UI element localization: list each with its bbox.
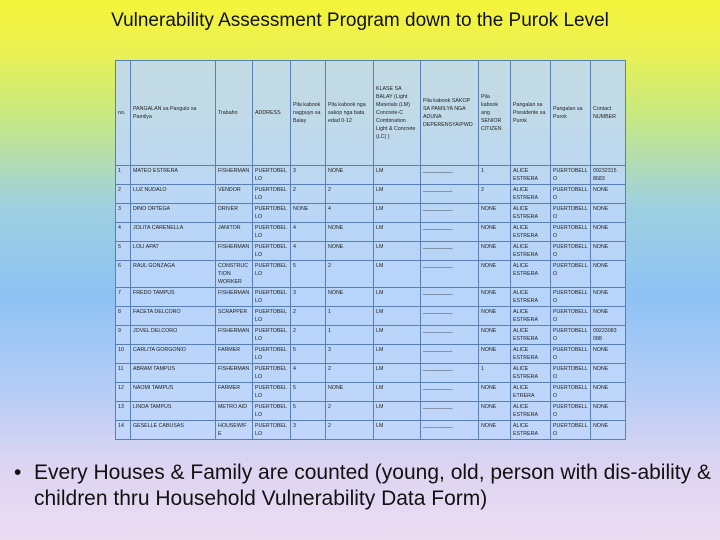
table-row: [116, 364, 626, 383]
table-cell: __________: [421, 288, 479, 307]
table-cell: 2: [291, 326, 326, 345]
table-row: [116, 242, 626, 261]
table-cell: LM: [374, 242, 421, 261]
table-cell: PUERTOBELLO: [551, 421, 591, 440]
table-cell: PUERTOBELLO: [253, 383, 291, 402]
table-cell: PUERTOBELLO: [551, 185, 591, 204]
table-cell: ALICE ESTRERA: [511, 223, 551, 242]
table-cell: DINO ORTEGA: [131, 204, 216, 223]
table-cell: __________: [421, 223, 479, 242]
table-cell: 3: [291, 421, 326, 440]
table-row: [116, 345, 626, 364]
bullet-icon: •: [14, 461, 22, 484]
table-header-row: [116, 61, 626, 166]
table-cell: LM: [374, 326, 421, 345]
table-cell: PUERTOBELLO: [551, 345, 591, 364]
table-cell: NONE: [591, 261, 626, 288]
table-cell: ALICE ESTRERA: [511, 307, 551, 326]
table-cell: NONE: [591, 204, 626, 223]
table-cell: ALICE ESTRERA: [511, 345, 551, 364]
table-cell: NONE: [479, 223, 511, 242]
table-cell: NONE: [591, 242, 626, 261]
table-cell: LM: [374, 288, 421, 307]
table-cell: METRO AID: [216, 402, 253, 421]
table-cell: CARLITA GORGONIO: [131, 345, 216, 364]
table-cell: PUERTOBELLO: [551, 204, 591, 223]
table-cell: 2: [116, 185, 131, 204]
table-cell: NONE: [591, 345, 626, 364]
table-cell: 5: [116, 242, 131, 261]
table-cell: LM: [374, 185, 421, 204]
table-cell: NONE: [479, 402, 511, 421]
bullet-point: [14, 460, 714, 512]
table-cell: NONE: [479, 307, 511, 326]
table-row: [116, 223, 626, 242]
table-cell: ALICE ETRERA: [511, 383, 551, 402]
table-cell: LM: [374, 307, 421, 326]
table-cell: 7: [116, 288, 131, 307]
table-cell: CONSTRUCTION WORKER: [216, 261, 253, 288]
table-cell: LM: [374, 345, 421, 364]
table-cell: LM: [374, 261, 421, 288]
table-cell: VENDOR: [216, 185, 253, 204]
table-cell: __________: [421, 383, 479, 402]
table-cell: FISHERMAN: [216, 166, 253, 185]
table-cell: 6: [116, 261, 131, 288]
table-cell: 3: [116, 204, 131, 223]
table-row: [116, 421, 626, 440]
table-cell: NONE: [291, 204, 326, 223]
table-cell: JOVEL DELCORO: [131, 326, 216, 345]
table-cell: 3: [291, 288, 326, 307]
table-cell: __________: [421, 345, 479, 364]
table-cell: PUERTOBELLO: [551, 307, 591, 326]
table-cell: LOLI APAT: [131, 242, 216, 261]
table-cell: 5: [291, 261, 326, 288]
table-cell: ALICE ESTRERA: [511, 242, 551, 261]
table-cell: 2: [291, 185, 326, 204]
table-cell: NONE: [479, 345, 511, 364]
table-cell: LM: [374, 204, 421, 223]
table-cell: 10: [116, 345, 131, 364]
table-cell: NONE: [479, 326, 511, 345]
table-cell: 09223083 088: [591, 326, 626, 345]
column-header: Pangalan sa Presidente sa Purok: [511, 61, 551, 166]
table-cell: 2: [479, 185, 511, 204]
table-cell: HOUSEWIFE: [216, 421, 253, 440]
column-header: Pila kabook ang SENIOR CITIZEN: [479, 61, 511, 166]
table-cell: ALICE ESTRERA: [511, 326, 551, 345]
table-cell: 1: [326, 307, 374, 326]
table-cell: 3: [291, 166, 326, 185]
slide-title: Vulnerability Assessment Program down to the Purok Level: [111, 10, 609, 31]
table-cell: 4: [291, 223, 326, 242]
table-row: [116, 288, 626, 307]
table-cell: PUERTOBELLO: [253, 166, 291, 185]
table-cell: __________: [421, 307, 479, 326]
table-cell: PUERTOBELLO: [253, 421, 291, 440]
table-cell: ALICE ESTRERA: [511, 402, 551, 421]
table-cell: __________: [421, 204, 479, 223]
table-cell: NONE: [479, 261, 511, 288]
table-cell: 2: [326, 185, 374, 204]
table-cell: ALICE ESTRERA: [511, 288, 551, 307]
table-cell: 2: [326, 421, 374, 440]
column-header: no.: [116, 61, 131, 166]
table-cell: NONE: [591, 288, 626, 307]
table-cell: __________: [421, 326, 479, 345]
table-cell: 5: [291, 402, 326, 421]
table-cell: 1: [479, 364, 511, 383]
table-cell: SCRAPPER: [216, 307, 253, 326]
table-cell: PUERTOBELLO: [253, 364, 291, 383]
table-row: [116, 185, 626, 204]
table-cell: ALICE ESTRERA: [511, 421, 551, 440]
table-cell: PUERTOBELLO: [551, 223, 591, 242]
table-cell: FISHERMAN: [216, 326, 253, 345]
table-cell: GESELLE CABUSAS: [131, 421, 216, 440]
table-cell: 1: [116, 166, 131, 185]
table-cell: 2: [326, 364, 374, 383]
bullet-text: Every Houses & Family are counted (young, old, person with dis-ability & children thru Household Vulnerability Data Form): [34, 461, 711, 510]
table-cell: LM: [374, 421, 421, 440]
table-cell: NONE: [591, 421, 626, 440]
table-cell: PUERTOBELLO: [253, 402, 291, 421]
table-cell: FISHERMAN: [216, 288, 253, 307]
table-cell: PUERTOBELLO: [551, 288, 591, 307]
table-cell: PUERTOBELLO: [253, 261, 291, 288]
table-cell: 8: [116, 307, 131, 326]
table-cell: 5: [291, 345, 326, 364]
table-cell: PUERTOBELLO: [253, 204, 291, 223]
table-cell: 11: [116, 364, 131, 383]
table-cell: FARMER: [216, 383, 253, 402]
table-cell: __________: [421, 166, 479, 185]
table-cell: PUERTOBELLO: [253, 185, 291, 204]
table-cell: ALICE ESTRERA: [511, 166, 551, 185]
table-cell: FISHERMAN: [216, 242, 253, 261]
table-row: [116, 326, 626, 345]
table-cell: 5: [291, 383, 326, 402]
table-cell: PUERTOBELLO: [253, 326, 291, 345]
table-cell: NONE: [591, 223, 626, 242]
table-cell: PUERTOBELLO: [551, 364, 591, 383]
table-cell: ALICE ESTRERA: [511, 204, 551, 223]
column-header: Trabaho: [216, 61, 253, 166]
column-header: ADDRESS: [253, 61, 291, 166]
table-cell: DRIVER: [216, 204, 253, 223]
table-cell: 2: [326, 261, 374, 288]
table-cell: 1: [326, 326, 374, 345]
table-cell: NONE: [479, 288, 511, 307]
table-cell: NONE: [591, 383, 626, 402]
table-cell: 09232315 8683: [591, 166, 626, 185]
table-cell: NONE: [591, 364, 626, 383]
table-cell: __________: [421, 242, 479, 261]
table-cell: 4: [291, 242, 326, 261]
table-cell: NONE: [479, 421, 511, 440]
table-cell: ALICE ESTRERA: [511, 185, 551, 204]
column-header: Pila kabook nga sakop nga bata edad 0-12: [326, 61, 374, 166]
table-cell: NONE: [326, 223, 374, 242]
table-cell: LM: [374, 402, 421, 421]
table-cell: 1: [479, 166, 511, 185]
table-row: [116, 402, 626, 421]
table-cell: 2: [326, 402, 374, 421]
table-cell: LM: [374, 166, 421, 185]
table-cell: PUERTOBELLO: [551, 402, 591, 421]
table-cell: FACETA DELCORO: [131, 307, 216, 326]
table-cell: 4: [116, 223, 131, 242]
table-cell: NONE: [479, 383, 511, 402]
table-cell: NONE: [479, 204, 511, 223]
table-cell: JANITOR: [216, 223, 253, 242]
table-row: [116, 204, 626, 223]
table-cell: 13: [116, 402, 131, 421]
table-row: [116, 166, 626, 185]
table-cell: NONE: [326, 383, 374, 402]
table-row: [116, 383, 626, 402]
table-cell: NONE: [591, 402, 626, 421]
table-cell: 14: [116, 421, 131, 440]
table-cell: PUERTOBELLO: [253, 307, 291, 326]
table-cell: MATEO ESTRERA: [131, 166, 216, 185]
table-cell: LM: [374, 223, 421, 242]
column-header: PANGALAN sa Pangulo sa Pamilya: [131, 61, 216, 166]
column-header: KLASE SA BALAY (Light Materials (LM) Concrete-C Combination Light & Concrete (LC) ): [374, 61, 421, 166]
table-cell: __________: [421, 185, 479, 204]
table-cell: JOLITA CARENELLA: [131, 223, 216, 242]
table-cell: 12: [116, 383, 131, 402]
table-cell: NONE: [591, 185, 626, 204]
table-cell: LM: [374, 383, 421, 402]
table-cell: __________: [421, 402, 479, 421]
table-cell: LUZ NUDALO: [131, 185, 216, 204]
table-cell: PUERTOBELLO: [253, 223, 291, 242]
table-cell: 3: [326, 345, 374, 364]
table-row: [116, 307, 626, 326]
table-cell: NONE: [326, 288, 374, 307]
table-cell: NONE: [326, 166, 374, 185]
table-cell: __________: [421, 364, 479, 383]
table-cell: __________: [421, 421, 479, 440]
table-cell: PUERTOBELLO: [551, 166, 591, 185]
vulnerability-table: [115, 60, 626, 440]
table-cell: NONE: [591, 307, 626, 326]
table-cell: PUERTOBELLO: [551, 383, 591, 402]
table-cell: PUERTOBELLO: [551, 326, 591, 345]
table-cell: FISHERMAN: [216, 364, 253, 383]
table-cell: PUERTOBELLO: [253, 345, 291, 364]
table-cell: NONE: [326, 242, 374, 261]
table-cell: ABRAM TAMPUS: [131, 364, 216, 383]
table-cell: 4: [326, 204, 374, 223]
table-cell: LINDA TAMPUS: [131, 402, 216, 421]
table-cell: 4: [291, 364, 326, 383]
table-cell: PUERTOBELLO: [551, 261, 591, 288]
column-header: Contact NUMBER: [591, 61, 626, 166]
table-cell: PUERTOBELLO: [253, 288, 291, 307]
table-cell: ALICE ESTRERA: [511, 261, 551, 288]
table-cell: RAUL GONZAGA: [131, 261, 216, 288]
table-cell: PUERTOBELLO: [551, 242, 591, 261]
table-cell: 9: [116, 326, 131, 345]
column-header: Pila kabook nagpuyo sa Balay: [291, 61, 326, 166]
column-header: Pangalan sa Purok: [551, 61, 591, 166]
column-header: Pila kabook SAKOP SA PAMILYA NGA ADUNA DEPERENSYA/PWD: [421, 61, 479, 166]
table-cell: FARMER: [216, 345, 253, 364]
table-cell: NAOMI TAMPUS: [131, 383, 216, 402]
table-row: [116, 261, 626, 288]
table-cell: NONE: [479, 242, 511, 261]
table-cell: PUERTOBELLO: [253, 242, 291, 261]
table-cell: FREDO TAMPUS: [131, 288, 216, 307]
table-cell: __________: [421, 261, 479, 288]
table-cell: 2: [291, 307, 326, 326]
table-cell: LM: [374, 364, 421, 383]
table-cell: ALICE ESTRERA: [511, 364, 551, 383]
